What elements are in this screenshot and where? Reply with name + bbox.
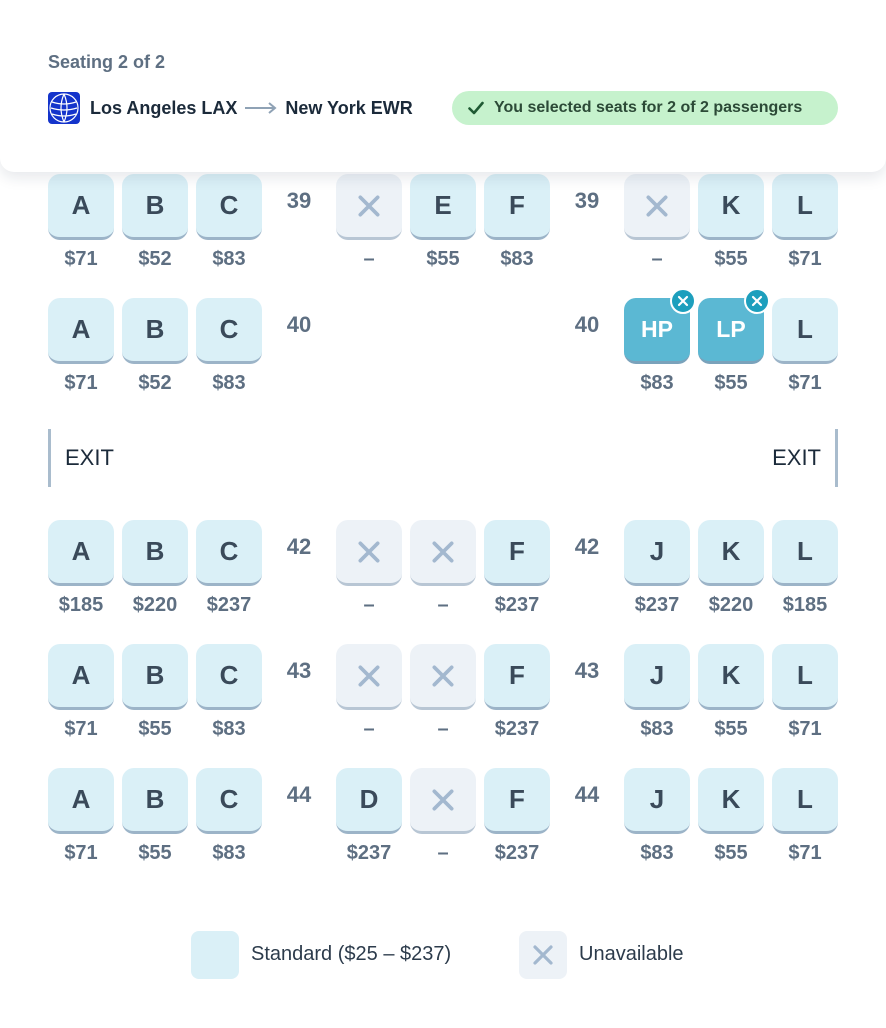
seat-button[interactable] [196, 174, 262, 240]
seat-price: $237 [634, 594, 680, 616]
seat-label: B [145, 190, 165, 220]
seat-price: $83 [212, 248, 246, 270]
row-number: 42 [574, 534, 600, 559]
seat-price: $71 [788, 248, 822, 270]
seat-unavailable [336, 644, 402, 710]
selection-status-text: You selected seats for 2 of 2 passengers [494, 99, 803, 116]
seat-button[interactable] [122, 520, 188, 586]
flight-header [0, 0, 886, 172]
seat-button[interactable] [48, 174, 114, 240]
seat-label: L [797, 190, 813, 220]
unavailable-x-icon [532, 944, 554, 966]
seat-unavailable [336, 174, 402, 240]
unavailable-x-icon [430, 539, 456, 565]
seat-price: $71 [64, 718, 98, 740]
seat-label: B [145, 660, 165, 690]
destination-city: New York EWR [285, 97, 413, 118]
seat-unavailable [410, 520, 476, 586]
seat-price: $237 [346, 842, 392, 864]
seat-button[interactable] [196, 768, 262, 834]
unavailable-x-icon [430, 663, 456, 689]
seat-price: – [363, 594, 375, 616]
seat-price: $185 [782, 594, 828, 616]
seat-price: – [437, 842, 449, 864]
seat-label: L [797, 314, 813, 344]
seat-button[interactable] [122, 644, 188, 710]
seat-label: J [649, 536, 665, 566]
seat-label: K [721, 536, 741, 566]
seat-label: B [145, 784, 165, 814]
seat-price: $71 [788, 718, 822, 740]
seat-button[interactable] [698, 768, 764, 834]
seat-label: A [71, 536, 91, 566]
seat-price: $83 [212, 718, 246, 740]
seat-price: – [437, 594, 449, 616]
seat-price: $237 [494, 842, 540, 864]
seat-unavailable [336, 520, 402, 586]
seat-price: $83 [500, 248, 534, 270]
seat-label: A [71, 784, 91, 814]
seat-label: L [797, 784, 813, 814]
close-icon [677, 295, 689, 307]
seat-button[interactable] [624, 520, 690, 586]
seat-button[interactable] [196, 644, 262, 710]
seat-price: $55 [714, 842, 748, 864]
seat-label: C [219, 660, 239, 690]
airline-globe-icon [48, 92, 80, 124]
seat-button[interactable] [196, 298, 262, 364]
seat-price: – [437, 718, 449, 740]
unavailable-x-icon [356, 539, 382, 565]
seat-label: C [219, 190, 239, 220]
seat-price: $83 [640, 718, 674, 740]
seat-label: K [721, 784, 741, 814]
seating-step: Seating 2 of 2 [48, 52, 166, 72]
seat-button[interactable] [624, 768, 690, 834]
seat-button[interactable] [48, 298, 114, 364]
seat-button[interactable] [772, 298, 838, 364]
seat-button[interactable] [484, 768, 550, 834]
seat-price: – [363, 248, 375, 270]
row-number: 39 [574, 188, 600, 213]
seat-label: J [649, 784, 665, 814]
seat-selected[interactable] [698, 298, 764, 364]
unavailable-x-icon [644, 193, 670, 219]
seat-price: $55 [714, 248, 748, 270]
seat-price: $83 [212, 842, 246, 864]
seat-price: $71 [64, 842, 98, 864]
seat-label: HP [641, 316, 673, 342]
flight-route [48, 92, 413, 124]
row-number: 40 [574, 312, 600, 337]
seat-button[interactable] [484, 644, 550, 710]
seat-price: – [651, 248, 663, 270]
seat-label: K [721, 190, 741, 220]
seat-button[interactable] [772, 768, 838, 834]
seat-label: C [219, 784, 239, 814]
seat-price: $83 [640, 842, 674, 864]
seat-label: A [71, 190, 91, 220]
seat-price: $71 [788, 842, 822, 864]
seat-button[interactable] [48, 768, 114, 834]
seat-button[interactable] [698, 520, 764, 586]
seat-button[interactable] [772, 520, 838, 586]
seat-button[interactable] [48, 644, 114, 710]
seat-label: E [434, 190, 452, 220]
exit-row-right: EXIT [772, 429, 838, 487]
legend-standard-label: Standard ($25 – $237) [251, 943, 452, 965]
seat-price: $55 [138, 718, 172, 740]
unavailable-x-icon [430, 787, 456, 813]
seat-button[interactable] [122, 768, 188, 834]
seat-price: $55 [426, 248, 460, 270]
seat-label: L [797, 660, 813, 690]
close-icon [751, 295, 763, 307]
row-number: 42 [286, 534, 312, 559]
seat-price: $55 [714, 372, 748, 394]
seat-label: C [219, 314, 239, 344]
seat-price: $237 [206, 594, 252, 616]
row-number: 43 [286, 658, 312, 683]
seat-price: $71 [64, 248, 98, 270]
row-number: 43 [574, 658, 600, 683]
seat-label: A [71, 660, 91, 690]
seat-button[interactable] [624, 644, 690, 710]
seat-label: F [509, 784, 525, 814]
exit-row-left: EXIT [48, 429, 114, 487]
seat-label: F [509, 536, 525, 566]
seat-button[interactable] [122, 174, 188, 240]
seat-price: $55 [138, 842, 172, 864]
seat-label: F [509, 190, 525, 220]
legend-unavailable-swatch [519, 931, 567, 979]
seat-button[interactable] [484, 520, 550, 586]
seat-price: – [363, 718, 375, 740]
seat-label: F [509, 660, 525, 690]
seat-price: $220 [708, 594, 754, 616]
row-number: 39 [286, 188, 312, 213]
seat-price: $237 [494, 594, 540, 616]
seat-label: C [219, 536, 239, 566]
seat-price: $220 [132, 594, 178, 616]
seat-button[interactable] [772, 174, 838, 240]
seat-price: $52 [138, 372, 172, 394]
remove-seat-button[interactable] [670, 288, 696, 314]
check-icon [468, 101, 484, 115]
seat-label: J [649, 660, 665, 690]
origin-city: Los Angeles LAX [90, 97, 238, 118]
seat-button[interactable] [410, 174, 476, 240]
seat-label: A [71, 314, 91, 344]
seat-price: $52 [138, 248, 172, 270]
seat-price: $83 [640, 372, 674, 394]
seat-button[interactable] [336, 768, 402, 834]
seat-selected[interactable] [624, 298, 690, 364]
seat-price: $71 [788, 372, 822, 394]
seat-button[interactable] [698, 174, 764, 240]
unavailable-x-icon [356, 663, 382, 689]
unavailable-x-icon [356, 193, 382, 219]
seat-button[interactable] [698, 644, 764, 710]
seat-label: B [145, 314, 165, 344]
seat-price: $237 [494, 718, 540, 740]
seat-price: $55 [714, 718, 748, 740]
route-arrow-icon [245, 102, 277, 114]
seat-unavailable [624, 174, 690, 240]
seat-button[interactable] [772, 644, 838, 710]
selection-status-badge [452, 91, 838, 125]
row-number: 44 [574, 782, 600, 807]
seat-button[interactable] [196, 520, 262, 586]
seat-label: D [359, 784, 379, 814]
seat-unavailable [410, 644, 476, 710]
legend-unavailable-label: Unavailable [579, 943, 684, 965]
legend-standard-swatch [191, 931, 239, 979]
seat-label: K [721, 660, 741, 690]
row-number: 44 [286, 782, 312, 807]
seat-button[interactable] [48, 520, 114, 586]
seat-label: B [145, 536, 165, 566]
seat-unavailable [410, 768, 476, 834]
seat-price: $185 [58, 594, 104, 616]
seat-price: $83 [212, 372, 246, 394]
seat-price: $71 [64, 372, 98, 394]
remove-seat-button[interactable] [744, 288, 770, 314]
seat-label: L [797, 536, 813, 566]
seat-button[interactable] [484, 174, 550, 240]
seat-label: LP [716, 316, 746, 342]
row-number: 40 [286, 312, 312, 337]
seat-button[interactable] [122, 298, 188, 364]
